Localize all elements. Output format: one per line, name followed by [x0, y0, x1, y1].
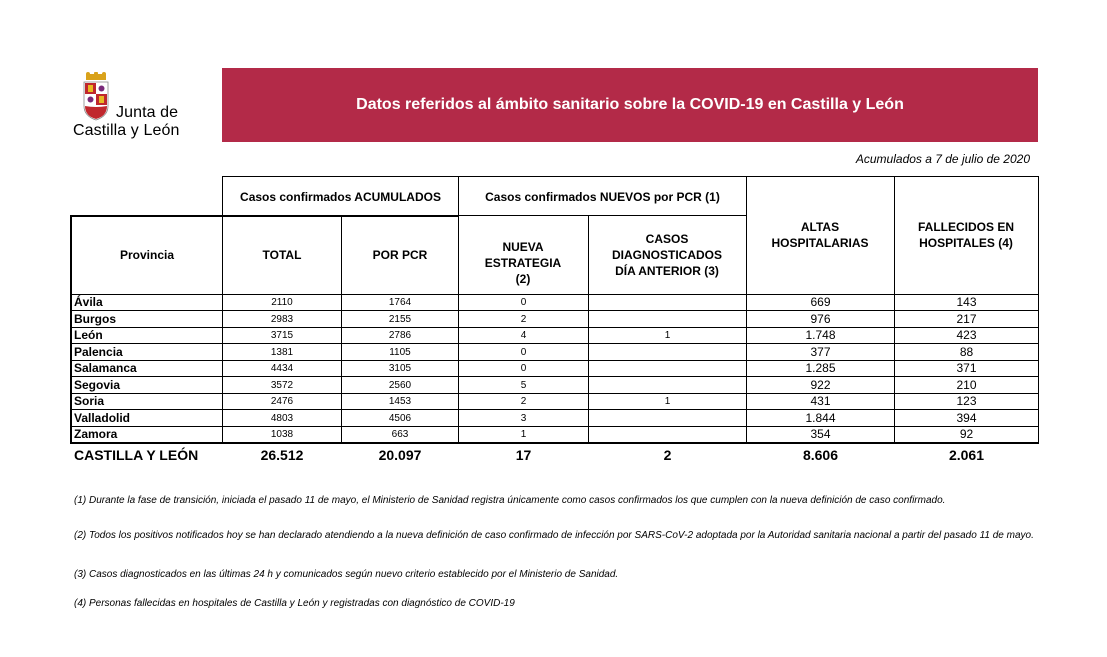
cell-altas: 669 — [810, 295, 831, 309]
cell-provincia: Zamora — [74, 427, 118, 441]
coat-of-arms-icon — [80, 72, 112, 122]
cell-diag: 1 — [664, 330, 671, 341]
header-altas: ALTAS HOSPITALARIAS — [771, 220, 869, 250]
cell-total: 1038 — [270, 429, 294, 440]
cell-provincia: Valladolid — [74, 411, 131, 425]
totals-altas: 8.606 — [802, 447, 839, 463]
footnote-4: (4) Personas fallecidas en hospitales de Castilla y León y registradas con diagnóstico de COVID-19 — [74, 598, 515, 609]
cell-nueva: 4 — [520, 330, 527, 341]
cell-altas: 976 — [810, 312, 831, 326]
date-note: Acumulados a 7 de julio de 2020 — [855, 152, 1030, 166]
cell-provincia: Salamanca — [74, 361, 137, 375]
page-title: Datos referidos al ámbito sanitario sobre la COVID-19 en Castilla y León — [356, 96, 904, 113]
cell-provincia: Segovia — [74, 378, 121, 392]
cell-provincia: Palencia — [74, 345, 123, 359]
cell-fallecidos: 88 — [959, 345, 974, 359]
header-group-nuevos: Casos confirmados NUEVOS por PCR (1) — [485, 190, 720, 204]
cell-por-pcr: 2560 — [388, 380, 412, 391]
cell-nueva: 0 — [520, 347, 527, 358]
cell-diag — [589, 311, 746, 327]
cell-total: 2983 — [270, 314, 294, 325]
cell-altas: 377 — [810, 345, 831, 359]
cell-altas: 922 — [810, 378, 831, 392]
header-nueva-estrategia: NUEVA ESTRATEGIA (2) — [484, 240, 562, 286]
cell-diag — [589, 294, 746, 310]
cell-fallecidos: 423 — [956, 328, 977, 342]
cell-por-pcr: 2155 — [388, 314, 412, 325]
cell-provincia: Ávila — [74, 295, 103, 309]
cell-diag — [589, 426, 746, 442]
cell-provincia: Burgos — [74, 312, 116, 326]
footnote-2: (2) Todos los positivos notificados hoy se han declarado atendiendo a la nueva definición de caso confirmado de infección por SARS-CoV-2 adoptada por la Autoridad sanitaria nacional a partir del pasado 11 de mayo. — [74, 530, 1034, 541]
header-provincia: Provincia — [119, 248, 175, 262]
cell-fallecidos: 123 — [956, 394, 977, 408]
header-group-acumulados: Casos confirmados ACUMULADOS — [240, 190, 441, 204]
cell-provincia: Soria — [74, 394, 105, 408]
cell-nueva: 0 — [520, 363, 527, 374]
cell-por-pcr: 663 — [391, 429, 409, 440]
cell-altas: 1.748 — [805, 328, 836, 342]
cell-fallecidos: 217 — [956, 312, 977, 326]
cell-fallecidos: 210 — [956, 378, 977, 392]
header-fallecidos: FALLECIDOS EN HOSPITALES (4) — [917, 220, 1014, 250]
cell-nueva: 2 — [520, 314, 527, 325]
cell-por-pcr: 3105 — [388, 363, 412, 374]
totals-label: CASTILLA Y LEÓN — [74, 447, 199, 463]
totals-diag: 2 — [663, 447, 672, 463]
cell-fallecidos: 92 — [959, 427, 974, 441]
cell-provincia: León — [74, 328, 103, 342]
cell-total: 4803 — [270, 413, 294, 424]
cell-diag: 1 — [664, 396, 671, 407]
cell-altas: 431 — [810, 394, 831, 408]
cell-altas: 1.285 — [805, 361, 836, 375]
totals-fallecidos: 2.061 — [948, 447, 985, 463]
cell-por-pcr: 1764 — [388, 297, 412, 308]
cell-fallecidos: 394 — [956, 411, 977, 425]
cell-nueva: 0 — [520, 297, 527, 308]
cell-total: 2110 — [271, 297, 293, 308]
cell-total: 1381 — [270, 347, 294, 358]
header-por-pcr: POR PCR — [372, 248, 428, 262]
cell-nueva: 5 — [520, 380, 527, 391]
logo-text-line1: Junta de — [116, 104, 179, 121]
header-casos-diagnosticados: CASOS DIAGNOSTICADOS DÍA ANTERIOR (3) — [611, 232, 722, 278]
cell-total: 4434 — [270, 363, 294, 374]
junta-logo — [70, 72, 195, 142]
cell-diag — [589, 410, 746, 426]
logo-text-line2: Castilla y León — [73, 122, 180, 139]
cell-por-pcr: 1105 — [389, 347, 411, 358]
cell-altas: 1.844 — [805, 411, 836, 425]
totals-por-pcr: 20.097 — [378, 447, 422, 463]
totals-nueva: 17 — [515, 447, 532, 463]
cell-fallecidos: 143 — [956, 295, 977, 309]
cell-diag — [589, 360, 746, 376]
cell-nueva: 2 — [520, 396, 527, 407]
cell-total: 3715 — [270, 330, 294, 341]
cell-diag — [589, 344, 746, 360]
cell-nueva: 3 — [520, 413, 527, 424]
cell-altas: 354 — [810, 427, 831, 441]
footnote-1: (1) Durante la fase de transición, iniciada el pasado 11 de mayo, el Ministerio de Sanidad registra únicamente como casos confirmados los que cumplen con la nueva definición de caso confirmado. — [74, 495, 946, 506]
cell-total: 2476 — [270, 396, 294, 407]
cell-total: 3572 — [270, 380, 294, 391]
totals-total: 26.512 — [260, 447, 304, 463]
cell-por-pcr: 2786 — [388, 330, 412, 341]
footnote-3: (3) Casos diagnosticados en las últimas 24 h y comunicados según nuevo criterio establecido por el Ministerio de Sanidad. — [74, 569, 619, 580]
cell-por-pcr: 4506 — [388, 413, 412, 424]
cell-diag — [589, 377, 746, 393]
cell-fallecidos: 371 — [956, 361, 977, 375]
header-total: TOTAL — [262, 248, 302, 262]
header-banner — [222, 68, 1038, 142]
cell-por-pcr: 1453 — [388, 396, 412, 407]
cell-nueva: 1 — [520, 429, 527, 440]
